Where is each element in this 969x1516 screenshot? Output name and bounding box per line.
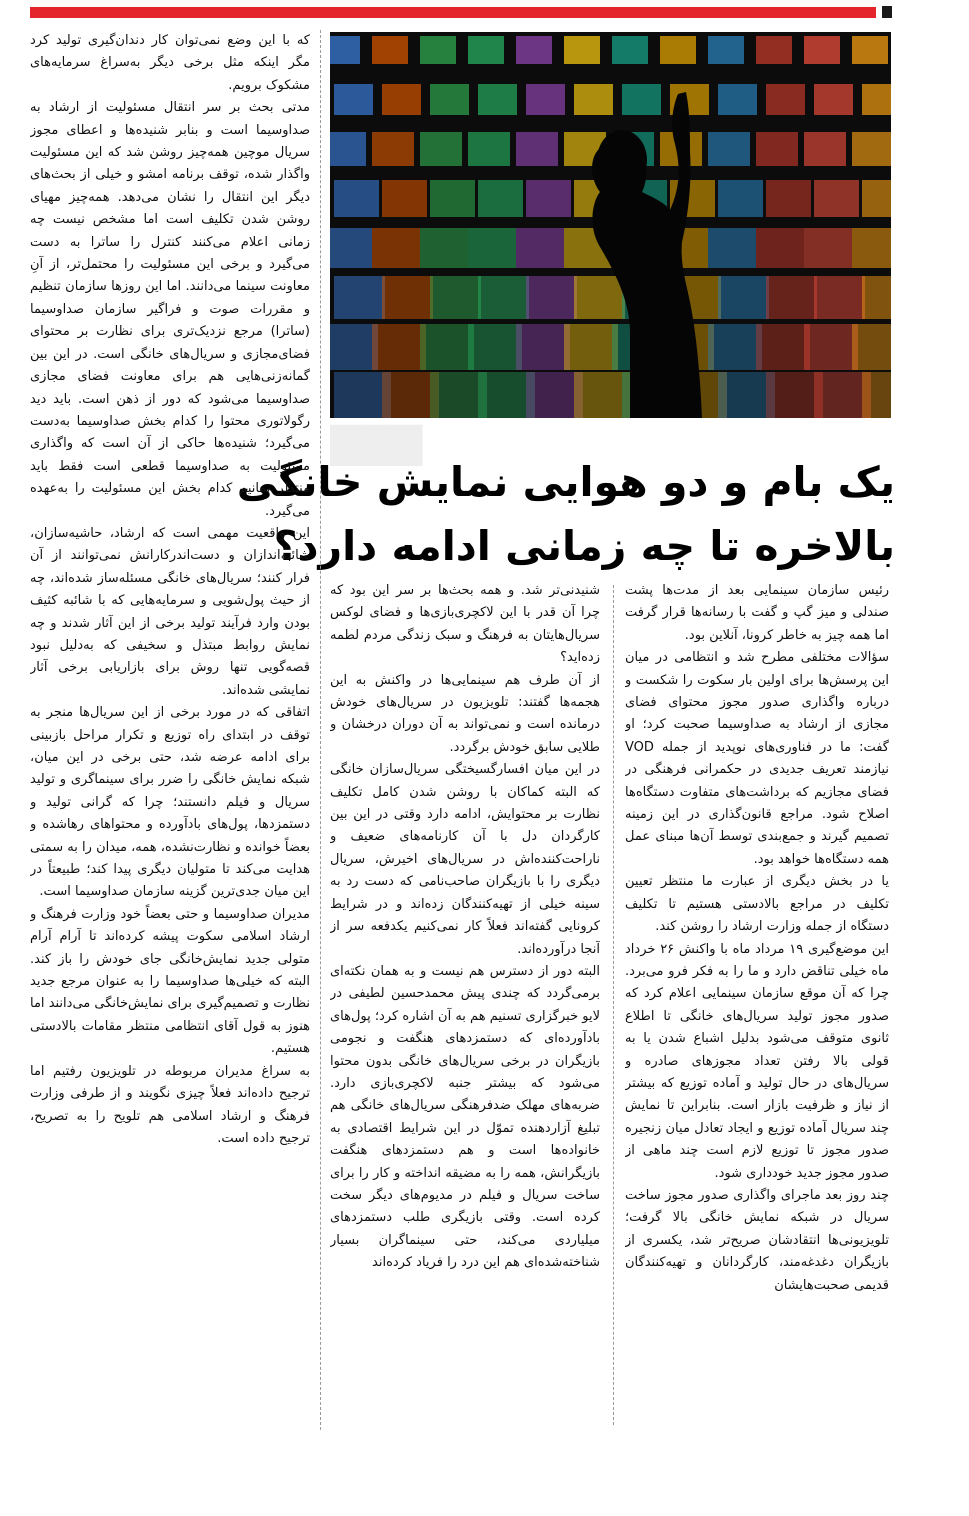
top-black-square xyxy=(882,6,892,18)
man-silhouette xyxy=(330,32,891,418)
paragraph: رئیس سازمان سینمایی بعد از مدت‌ها پشت صندلی و میز گپ و گفت با رسانه‌ها قرار گرفت اما همه چیز به خاطر کرونا، آنلاین بود. xyxy=(625,583,889,643)
article-column-right xyxy=(625,580,889,1430)
headline-line-1: یک بام و دو هوایی نمایش خانگی xyxy=(236,458,895,506)
paragraph: سؤالات مختلفی مطرح شد و انتظامی در میان این پرسش‌ها برای اولین بار سکوت را شکست و درباره واگذاری صدور مجوز محتوای فضای مجازی از ارشاد به صداوسیما صحبت کرد؛ او گفت: ما در فناوری‌های نوپدید از جمله VOD نیازمند تعریف جدیدی در حکمرانی فرهنگی در فضای مجازیم که برداشت‌های متفاوت دستگاه‌ها اصلاح شود. مراجع قانون‌گذاری در این زمینه تصمیم گیرند و جمع‌بندی توسط آن‌ها مبنای عمل همه دستگاه‌ها خواهد بود. xyxy=(625,650,889,867)
paragraph: مدیران صداوسیما و حتی بعضاً خود وزارت فرهنگ و ارشاد اسلامی سکوت پیشه کرده‌اند تا آرام آرام متولی جدید نمایش‌خانگی جای خودش را باز کند. البته که خیلی‌ها صداوسیما را به عنوان مرجع جدید نظارت و تصمیم‌گیری برای نمایش‌خانگی می‌دانند اما هنوز به قول آقای انتظامی منتظر مقامات بالادستی هستیم. xyxy=(30,906,310,1057)
top-red-rule xyxy=(30,7,876,18)
paragraph: مدتی بحث بر سر انتقال مسئولیت از ارشاد به صداوسیما است و بنابر شنیده‌ها و اعطای مجوز سریال موچین همه‌چیز روشن شد که این مسئولیت واگذار شده، توقف برنامه امشو و خیلی از بحث‌های دیگر این انتقال را نشان می‌دهد. همه‌چیز مهیای روشن شدن تکلیف است اما مشخص نیست چه زمانی اعلام می‌کنند کنترل را ساترا به دست می‌گیرد و برخی این مسئولیت را محتمل‌تر، از آنِ معاونت سینما می‌دانند. اما این روزها سازمان تنظیم و مقررات صوت و فراگیر سازمان صداوسیما (ساترا) مرجع نزدیک‌تری برای نظارت بر محتوای فضای‌مجازی و سریال‌های خانگی است. در این بین گمانه‌زنی‌هایی هم برای معاونت فضای مجازی صداوسیما می‌شود که دور از ذهن است. باید دید رگولاتوری محتوا را کدام بخش صداوسیما به‌دست می‌گیرد؛ شنیده‌ها حاکی از آن است که واگذاری مسئولیت به صداوسیما قطعی است فقط باید منتظر بمانیم کدام بخش این مسئولیت را به‌عهده می‌گیرد. xyxy=(30,100,310,519)
paragraph: که با این وضع نمی‌توان کار دندان‌گیری تولید کرد مگر اینکه مثل برخی دیگر به‌سراغ سرمایه‌های مشکوک برویم. xyxy=(30,33,310,93)
paragraph: به سراغ مدیران مربوطه در تلویزیون رفتیم اما ترجیح داده‌اند فعلاً چیزی نگویند و از طرفی وزارت فرهنگ و ارشاد اسلامی هم تلویح را به تصریح، ترجیح داده است. xyxy=(30,1063,310,1146)
paragraph: این واقعیت مهمی است که ارشاد، حاشیه‌سازان، شائبه‌اندازان و دست‌اندرکارانش نمی‌توانند از آن فرار کنند؛ سریال‌های خانگی مسئله‌ساز شده‌اند، چه از حیث پول‌شویی و سرمایه‌هایی که با شائبه کثیف بودن وارد فرآیند تولید برخی از این آثار شدند و چه نمایش روابط مبتذل و سخیفی که به‌دلیل نبود قصه‌گویی تنها روش برای بازاریابی برخی آثار نمایشی شده‌اند. xyxy=(30,525,310,698)
paragraph: اتفاقی که در مورد برخی از این سریال‌ها منجر به توقف در ابتدای راه توزیع و تکرار مراحل بازبینی برای ادامه عرضه شد، حتی برخی در این میان، شبکه نمایش خانگی را ضرر برای سینماگری و تولید سریال و فیلم دانستند؛ چرا که گرانی تولید و دستمزدها، پول‌های بادآورده و محتواهای رهاشده و بعضاً خوانده و نظارت‌نشده، همه، میدان را به سمتی هدایت می‌کند تا متولیان دیگری پیدا کند؛ طبیعتاً در این میان جدی‌ترین گزینه سازمان صداوسیما است. xyxy=(30,705,310,900)
article-headline xyxy=(236,450,895,578)
column-divider-left xyxy=(320,30,321,1430)
paragraph: این موضع‌گیری ۱۹ مرداد ماه با واکنش ۲۶ خرداد ماه خیلی تناقض دارد و ما را به فکر فرو می‌برد. چرا که آن موقع سازمان سینمایی اعلام کرد که صدور مجوز تولید سریال‌های خانگی تا اطلاع ثانوی متوقف می‌شود بدلیل اشباع شدن یا به قولی بالا رفتن تعداد مجوزهای صادره و سریال‌های در حال تولید و آماده توزیع که بیشتر از نیاز و ظرفیت بازار است. بنابراین تا نمایش چند سریال آماده توزیع و ایجاد تعادل میان زنجیره صدور مجوز تا توزیع لازم است چند ماهی از صدور مجوز جدید خودداری شود. xyxy=(625,941,889,1181)
headline-line-2: بالاخره تا چه زمانی ادامه دارد؟ xyxy=(273,522,895,570)
column-divider-mid xyxy=(613,585,614,1425)
article-column-left xyxy=(30,30,310,1430)
paragraph: در این میان افسارگسیختگی سریال‌سازان خانگی که البته کماکان با روشن شدن کامل تکلیف نظارت بر محتوایش، ادامه دارد وقتی در این بین کارگردان دل با آن کارنامه‌های ضعیف و ناراحت‌کننده‌اش در سریال‌های اخیرش، سریال دیگری را با بازیگران صاحب‌نامی که دست رد به سینه خیلی از تهیه‌کنندگان زده‌اند و در شرایط کرونایی گفته‌اند فعلاً کار نمی‌کنیم یکدفعه سر از آنجا درآورده‌اند. xyxy=(330,762,600,957)
paragraph: شنیدنی‌تر شد. و همه بحث‌ها بر سر این بود که چرا آن قدر با این لاکچری‌بازی‌ها و فضای لوکس سریال‌هایتان به فرهنگ و سبک زندگی مردم لطمه زده‌اید؟ xyxy=(330,583,600,666)
paragraph: از آن طرف هم سینمایی‌ها در واکنش به این هجمه‌ها گفتند: تلویزیون در سریال‌های خودش درمانده است و نمی‌تواند به آن دوران درخشان و طلایی سابق خودش برگردد. xyxy=(330,672,600,755)
watermark: ▇▇▇ xyxy=(330,420,423,466)
paragraph: البته دور از دسترس هم نیست و به همان نکته‌ای برمی‌گردد که چندی پیش محمدحسین لطیفی در لایو خبرگزاری تسنیم هم به آن اشاره کرد؛ پول‌های بادآورده‌ای که دستمزدهای هنگفت و نجومی بازیگران در برخی سریال‌های خانگی بدون محتوا می‌شود که بیشتر جنبه لاکچری‌بازی دارد. ضربه‌های مهلک ضدفرهنگی سریال‌های خانگی هم تبلیغ آزاردهنده تموّل در این شرایط اقتصادی به خانواده‌ها است و هم دستمزدهای هنگفت بازیگرانش، همه را به مضیقه انداخته و کار را برای ساخت سریال و فیلم در مدیوم‌های دیگر سخت کرده است. وقتی بازیگری طلب دستمزدهای میلیاردی می‌کند، حتی سینماگران بسیار شناخته‌شده‌ای هم این درد را فریاد کرده‌اند xyxy=(330,963,600,1271)
paragraph: یا در بخش دیگری از عبارت ما منتظر تعیین تکلیف در مراجع بالادستی هستیم تا تکلیف دستگاه از جمله وزارت ارشاد را روشن کند. xyxy=(625,874,889,935)
article-hero-image xyxy=(330,32,891,418)
paragraph: چند روز بعد ماجرای واگذاری صدور مجوز ساخت سریال در شبکه نمایش خانگی بالا گرفت؛ تلویزیونی‌ها انتقادشان صریح‌تر شد، یکسری از بازیگران دغدغه‌مند، کارگردانان و تهیه‌کنندگان قدیمی صحبت‌هایشان xyxy=(625,1187,889,1293)
article-column-middle xyxy=(330,580,600,1430)
